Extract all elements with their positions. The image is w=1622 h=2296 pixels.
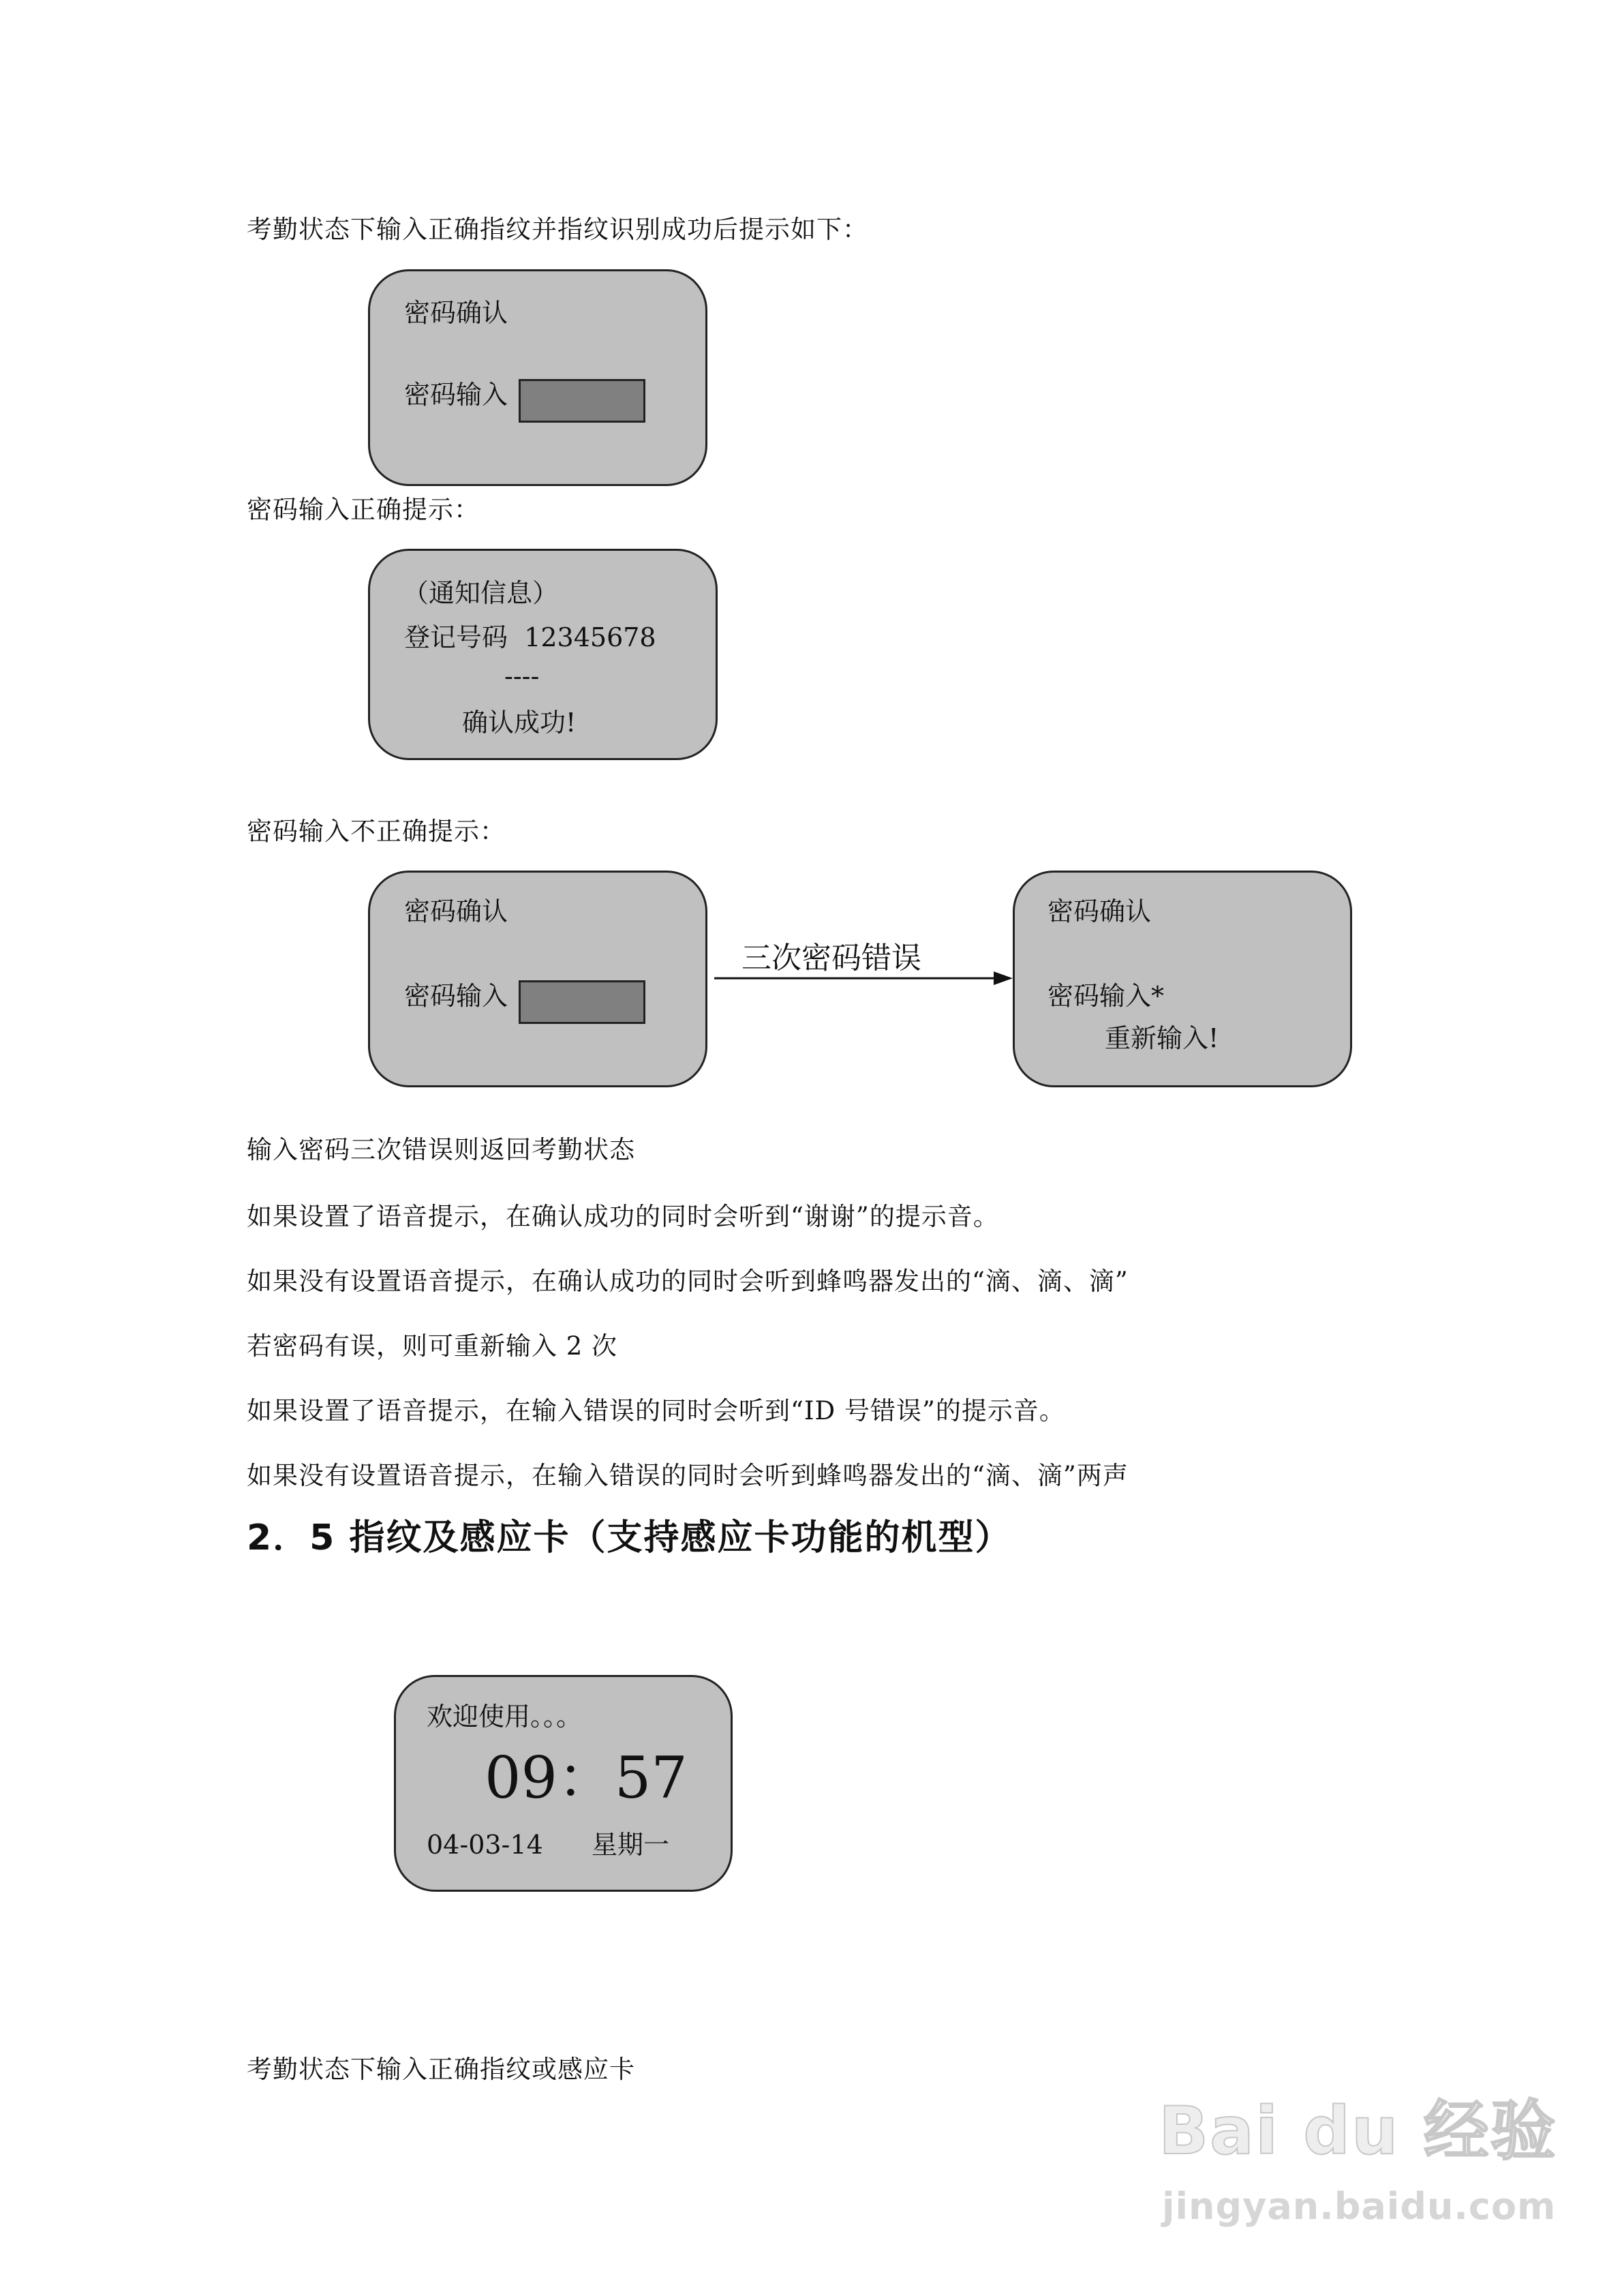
screen-title: 密码确认 [404, 896, 508, 926]
notice-screen [368, 549, 718, 760]
notice-divider: ---- [504, 661, 540, 691]
arrow-label: 三次密码错误 [741, 941, 921, 976]
screen-title: 密码确认 [1047, 896, 1152, 926]
watermark-url: jingyan.baidu.com [1162, 2185, 1557, 2228]
clock-time: 09：57 [485, 1744, 688, 1811]
notice-success: 确认成功! [462, 708, 577, 738]
paragraph: 如果没有设置语音提示，在输入错误的同时会听到蜂鸣器发出的“滴、滴”两声 [247, 1461, 1129, 1490]
password-input-line: 密码输入* [1047, 981, 1165, 1011]
arrow-right-icon [714, 968, 1014, 988]
closing-paragraph: 考勤状态下输入正确指纹或感应卡 [247, 2055, 635, 2084]
incorrect-caption: 密码输入不正确提示： [247, 817, 506, 846]
weekday-text: 星期一 [592, 1830, 670, 1860]
section-heading: 2．5 指纹及感应卡（支持感应卡功能的机型） [247, 1517, 1012, 1558]
correct-caption: 密码输入正确提示： [247, 495, 480, 524]
register-number-label: 登记号码 [404, 622, 508, 652]
register-number-value: 12345678 [524, 622, 656, 652]
password-input-field[interactable] [519, 379, 645, 423]
notice-line2 [404, 621, 656, 654]
password-confirm-screen-left [368, 871, 707, 1087]
paragraph: 输入密码三次错误则返回考勤状态 [247, 1135, 635, 1164]
paragraph: 如果设置了语音提示，在输入错误的同时会听到“ID 号错误”的提示音。 [247, 1396, 1065, 1425]
paragraph: 若密码有误，则可重新输入 2 次 [247, 1331, 618, 1361]
password-input-label: 密码输入 [404, 380, 508, 410]
screen-title: 密码确认 [404, 298, 508, 328]
baidu-watermark-logo: Bai du 经验 [1159, 2093, 1557, 2169]
password-input-field[interactable] [519, 980, 645, 1024]
welcome-screen [394, 1675, 733, 1892]
password-input-label: 密码输入 [404, 981, 508, 1011]
paragraph: 如果设置了语音提示，在确认成功的同时会听到“谢谢”的提示音。 [247, 1202, 999, 1231]
date-text: 04-03-14 [427, 1830, 543, 1860]
greeting-text: 欢迎使用。。。 [427, 1702, 583, 1732]
notice-line1: （通知信息） [403, 578, 559, 608]
password-retry-screen [1013, 871, 1352, 1087]
intro-paragraph: 考勤状态下输入正确指纹并指纹识别成功后提示如下： [247, 215, 868, 244]
paragraph: 如果没有设置语音提示，在确认成功的同时会听到蜂鸣器发出的“滴、滴、滴” [247, 1267, 1129, 1296]
retry-message: 重新输入! [1105, 1023, 1219, 1053]
password-confirm-screen [368, 269, 707, 486]
